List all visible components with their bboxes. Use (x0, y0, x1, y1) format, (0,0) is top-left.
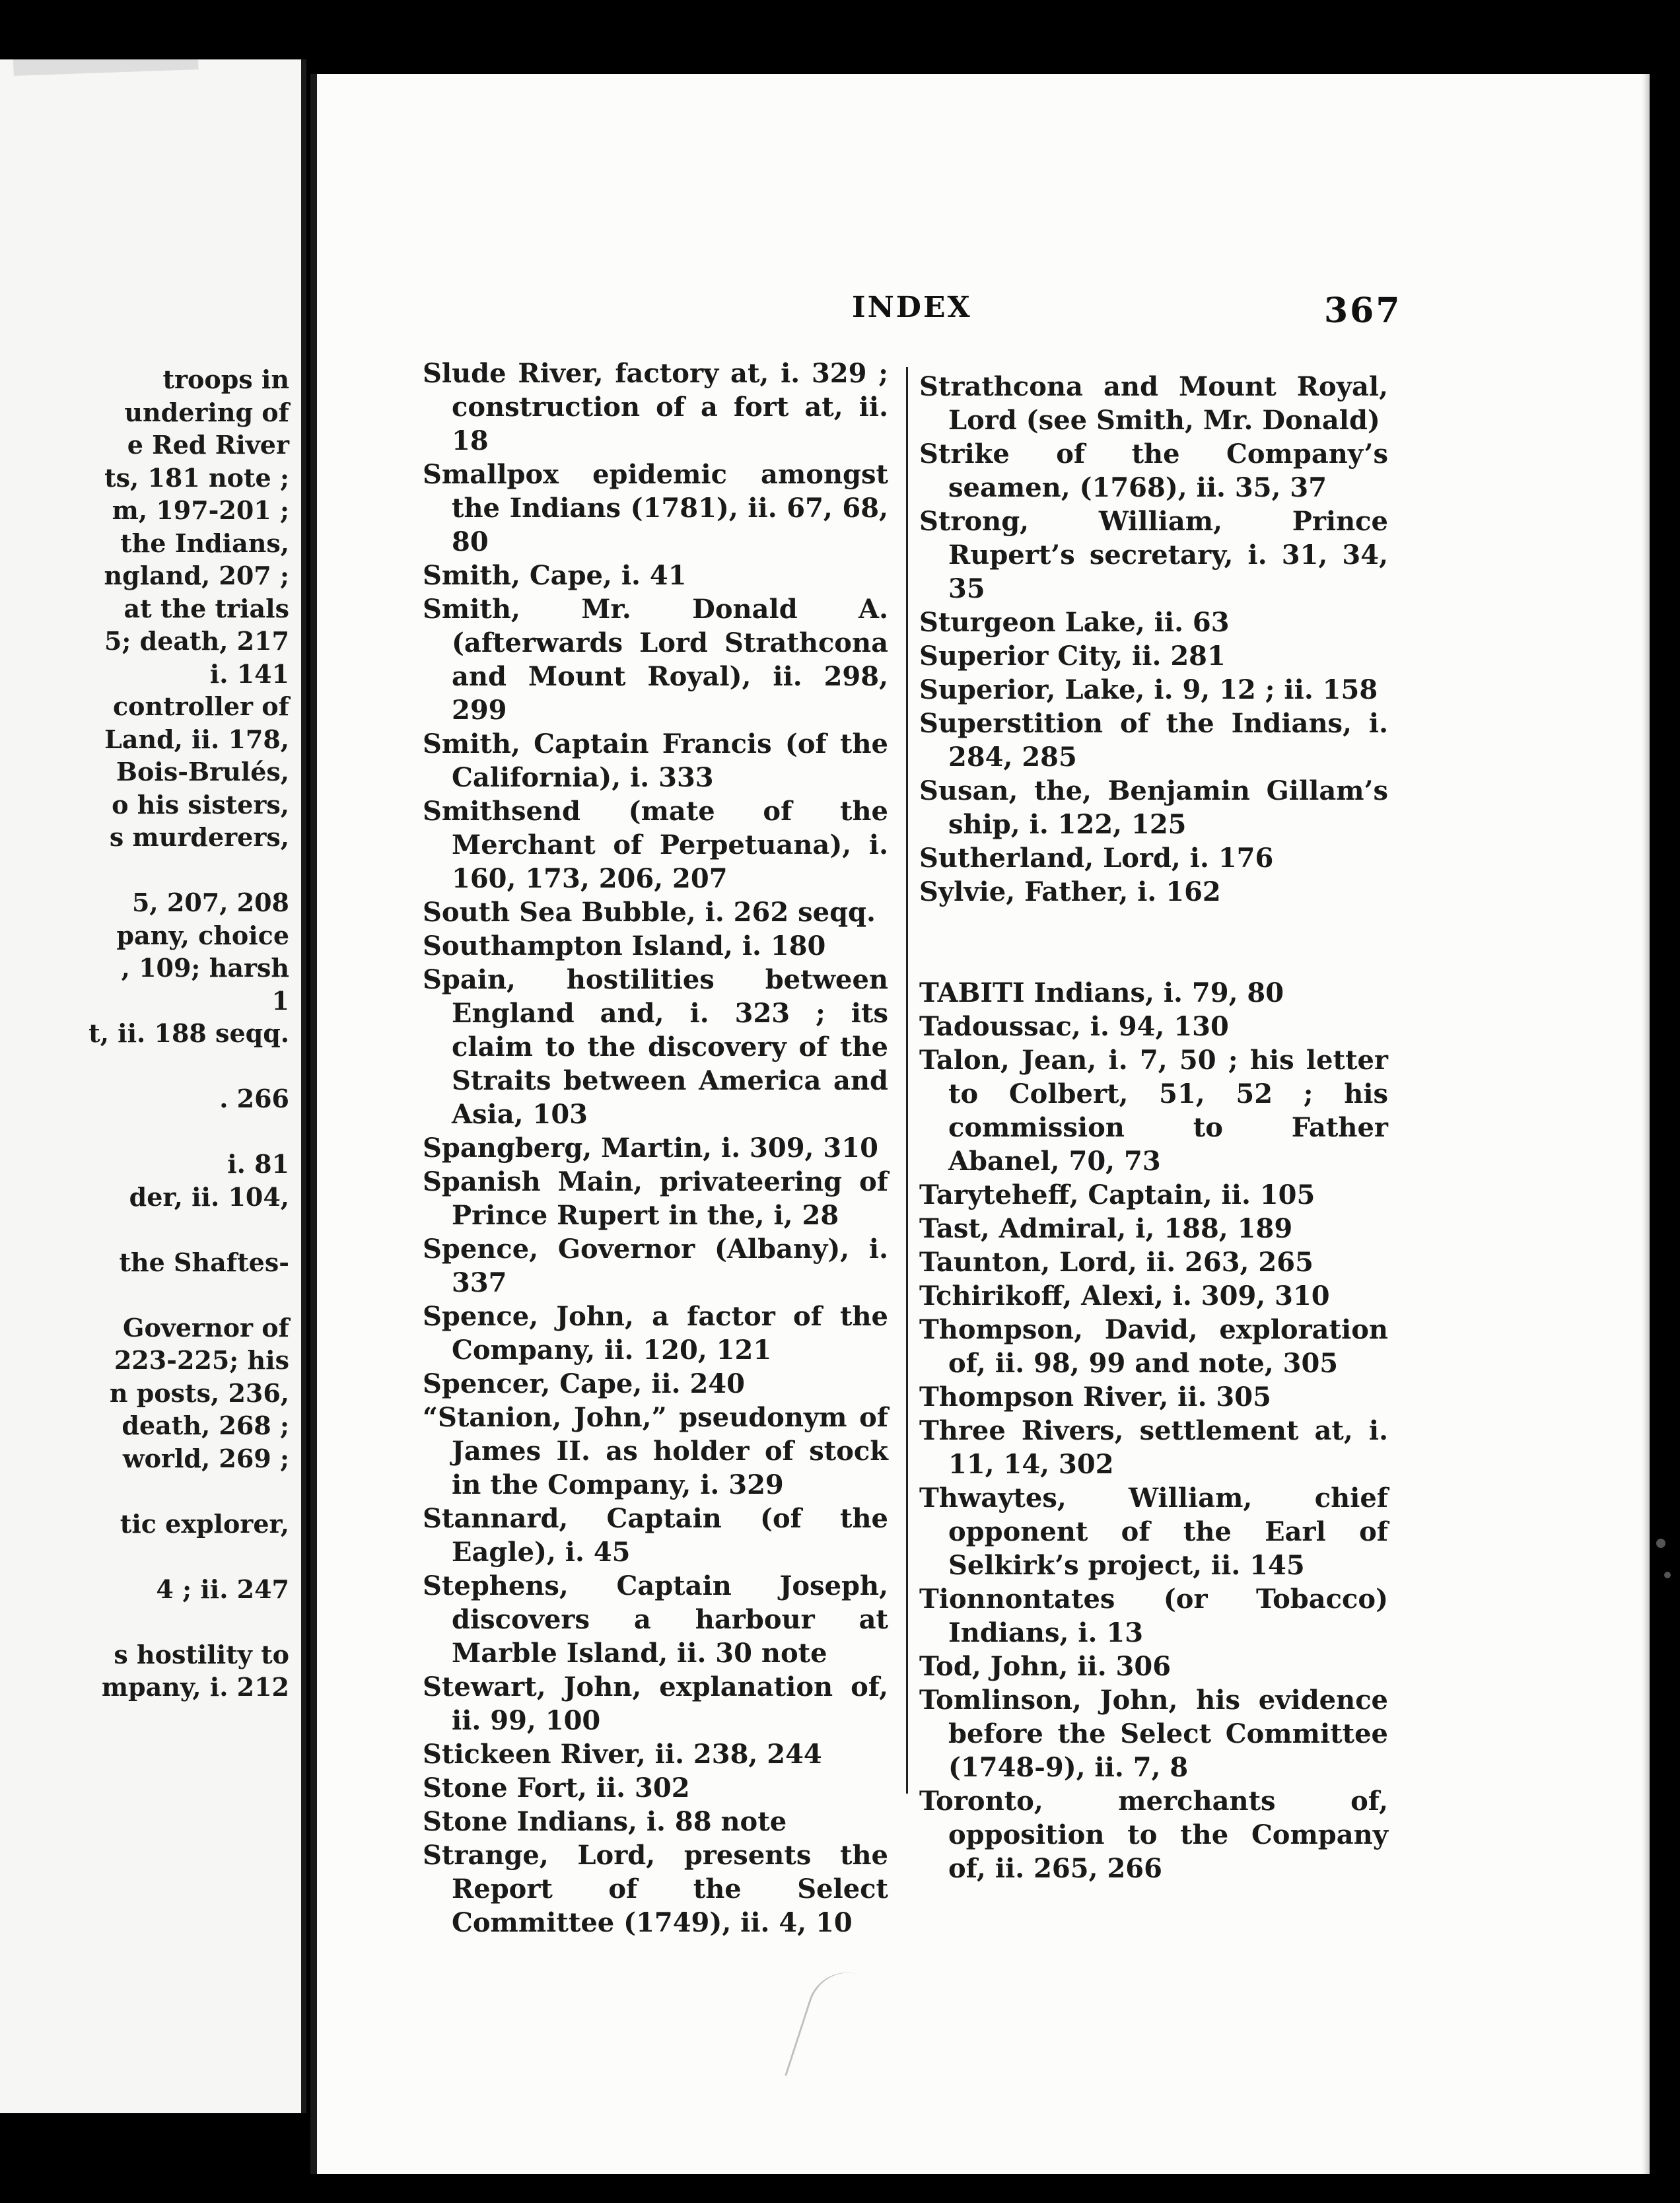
facing-page-line: Land, ii. 178, (104, 724, 289, 754)
running-head: INDEX (852, 291, 972, 324)
facing-page-line: i. 81 (227, 1149, 289, 1179)
index-entry: Smith, Mr. Donald A. (afterwards Lord Strathcona and Mount Royal), ii. 298, 299 (423, 594, 888, 726)
index-entry: Stephens, Captain Joseph, discovers a harbour at Marble Island, ii. 30 note (423, 1570, 888, 1669)
index-entry: Sylvie, Father, i. 162 (919, 876, 1221, 907)
facing-page-line: Bois-Brulés, (116, 757, 289, 787)
index-entry: Southampton Island, i. 180 (423, 930, 826, 962)
facing-page-line: tic explorer, (120, 1508, 289, 1539)
page-number: 367 (1324, 291, 1402, 331)
index-entry: Stickeen River, ii. 238, 244 (423, 1739, 822, 1770)
index-entry: Spence, John, a factor of the Company, ii. 120, 121 (423, 1301, 888, 1366)
index-entry: Taryteheff, Captain, ii. 105 (919, 1179, 1315, 1210)
index-entry: Slude River, factory at, i. 329 ; construction of a fort at, ii. 18 (423, 358, 888, 456)
index-entry: Tadoussac, i. 94, 130 (919, 1011, 1229, 1042)
facing-page-fragment (0, 59, 306, 2113)
facing-page-line: the Indians, (120, 528, 289, 558)
facing-page-line: ngland, 207 ; (104, 561, 289, 590)
index-entry: Toronto, merchants of, opposition to the Company of, ii. 265, 266 (919, 1786, 1388, 1884)
index-column-left (423, 357, 888, 1940)
facing-page-line: undering of (124, 397, 289, 427)
index-entry: Smith, Cape, i. 41 (423, 560, 687, 591)
facing-page-line: . 266 (219, 1084, 289, 1113)
index-entry: Thompson River, ii. 305 (919, 1381, 1271, 1413)
facing-page-line: 223-225; his (114, 1345, 289, 1375)
index-entry: Smithsend (mate of the Merchant of Perpetuana), i. 160, 173, 206, 207 (423, 796, 888, 894)
facing-page-line: the Shaftes- (119, 1247, 289, 1277)
section-gap (919, 909, 1388, 976)
index-entry: Three Rivers, settlement at, i. 11, 14, 302 (919, 1415, 1388, 1480)
index-entry: Strathcona and Mount Royal, Lord (see Smith, Mr. Donald) (919, 371, 1388, 436)
index-entry: Spangberg, Martin, i. 309, 310 (423, 1133, 878, 1164)
index-entry: Susan, the, Benjamin Gillam’s ship, i. 122, 125 (919, 775, 1388, 840)
index-entry: Sutherland, Lord, i. 176 (919, 843, 1274, 874)
facing-page-line: 1 (271, 985, 289, 1016)
index-entry: Strong, William, Prince Rupert’s secretary, i. 31, 34, 35 (919, 506, 1388, 604)
index-entry: Stannard, Captain (of the Eagle), i. 45 (423, 1503, 888, 1568)
index-entry: Tomlinson, John, his evidence before the Select Committee (1748-9), ii. 7, 8 (919, 1685, 1388, 1783)
column-divider (906, 367, 908, 1794)
index-entry: Superior, Lake, i. 9, 12 ; ii. 158 (919, 674, 1378, 705)
facing-page-line: der, ii. 104, (129, 1181, 289, 1212)
index-entry: South Sea Bubble, i. 262 seqq. (423, 897, 876, 928)
facing-page-line: i. 141 (209, 658, 289, 689)
facing-page-line: n posts, 236, (109, 1378, 289, 1408)
index-entry: Superior City, ii. 281 (919, 641, 1226, 672)
index-section-t (919, 976, 1388, 1885)
index-entry: Stone Indians, i. 88 note (423, 1806, 787, 1837)
index-entry: Spence, Governor (Albany), i. 337 (423, 1234, 888, 1298)
index-entry: Sturgeon Lake, ii. 63 (919, 607, 1230, 638)
facing-page-line: world, 269 ; (122, 1443, 289, 1473)
facing-page-line: death, 268 ; (122, 1411, 289, 1440)
index-entry: TABITI Indians, i. 79, 80 (919, 977, 1284, 1008)
index-entry: Thompson, David, exploration of, ii. 98, 99 and note, 305 (919, 1314, 1388, 1379)
facing-page-line: Governor of (123, 1312, 289, 1343)
index-entry: Thwaytes, William, chief opponent of the Earl of Selkirk’s project, ii. 145 (919, 1483, 1388, 1581)
facing-page-line: 5; death, 217 (104, 626, 289, 656)
index-entry: Spain, hostilities between England and, i. 323 ; its claim to the discovery of the Straits between America and Asia, 103 (423, 964, 888, 1130)
scan-speck (1664, 1572, 1671, 1578)
facing-page-line: 4 ; ii. 247 (156, 1574, 289, 1604)
index-entry: Tast, Admiral, i, 188, 189 (919, 1213, 1293, 1244)
index-entry: Stewart, John, explanation of, ii. 99, 100 (423, 1671, 888, 1736)
index-entry: “Stanion, John,” pseudonym of James II. as holder of stock in the Company, i. 329 (423, 1402, 888, 1500)
index-entry: Strike of the Company’s seamen, (1768), ii. 35, 37 (919, 438, 1388, 503)
facing-page-line: m, 197-201 ; (112, 495, 289, 525)
page-edge-smudge (13, 59, 198, 76)
index-entry: Taunton, Lord, ii. 263, 265 (919, 1247, 1313, 1278)
facing-page-line: o his sisters, (112, 789, 289, 820)
index-entry: Tchirikoff, Alexi, i. 309, 310 (919, 1280, 1330, 1311)
index-entry: Superstition of the Indians, i. 284, 285 (919, 708, 1388, 773)
facing-page-line: 5, 207, 208 (131, 888, 289, 917)
facing-page-line: pany, choice (116, 920, 289, 950)
index-section-s-continued (919, 370, 1388, 909)
facing-page-line: e Red River (127, 430, 289, 460)
facing-page-line: , 109; harsh (121, 953, 289, 983)
index-entry: Tionnontates (or Tobacco) Indians, i. 13 (919, 1584, 1388, 1648)
scan-speck (1656, 1539, 1665, 1548)
index-entry: Strange, Lord, presents the Report of the Select Committee (1749), ii. 4, 10 (423, 1840, 888, 1938)
index-entry: Smith, Captain Francis (of the California), i. 333 (423, 728, 888, 793)
index-entry: Talon, Jean, i. 7, 50 ; his letter to Colbert, 51, 52 ; his commission to Father Abanel, 70, 73 (919, 1045, 1388, 1177)
facing-page-line: mpany, i. 212 (101, 1672, 289, 1702)
index-entry: Stone Fort, ii. 302 (423, 1772, 690, 1803)
facing-page-line: troops in (162, 365, 289, 394)
facing-page-line: controller of (112, 691, 289, 721)
facing-page-line: s murderers, (109, 822, 289, 852)
index-entry: Tod, John, ii. 306 (919, 1651, 1172, 1682)
facing-page-line: s hostility to (114, 1639, 289, 1669)
index-column-right (919, 370, 1388, 1885)
facing-page-line: at the trials (123, 593, 289, 623)
facing-page-line: ts, 181 note ; (104, 462, 289, 493)
index-entry: Spencer, Cape, ii. 240 (423, 1368, 745, 1399)
facing-page-line: t, ii. 188 seqq. (88, 1018, 289, 1048)
index-entry: Smallpox epidemic amongst the Indians (1781), ii. 67, 68, 80 (423, 459, 888, 557)
index-entry: Spanish Main, privateering of Prince Rupert in the, i, 28 (423, 1166, 888, 1231)
